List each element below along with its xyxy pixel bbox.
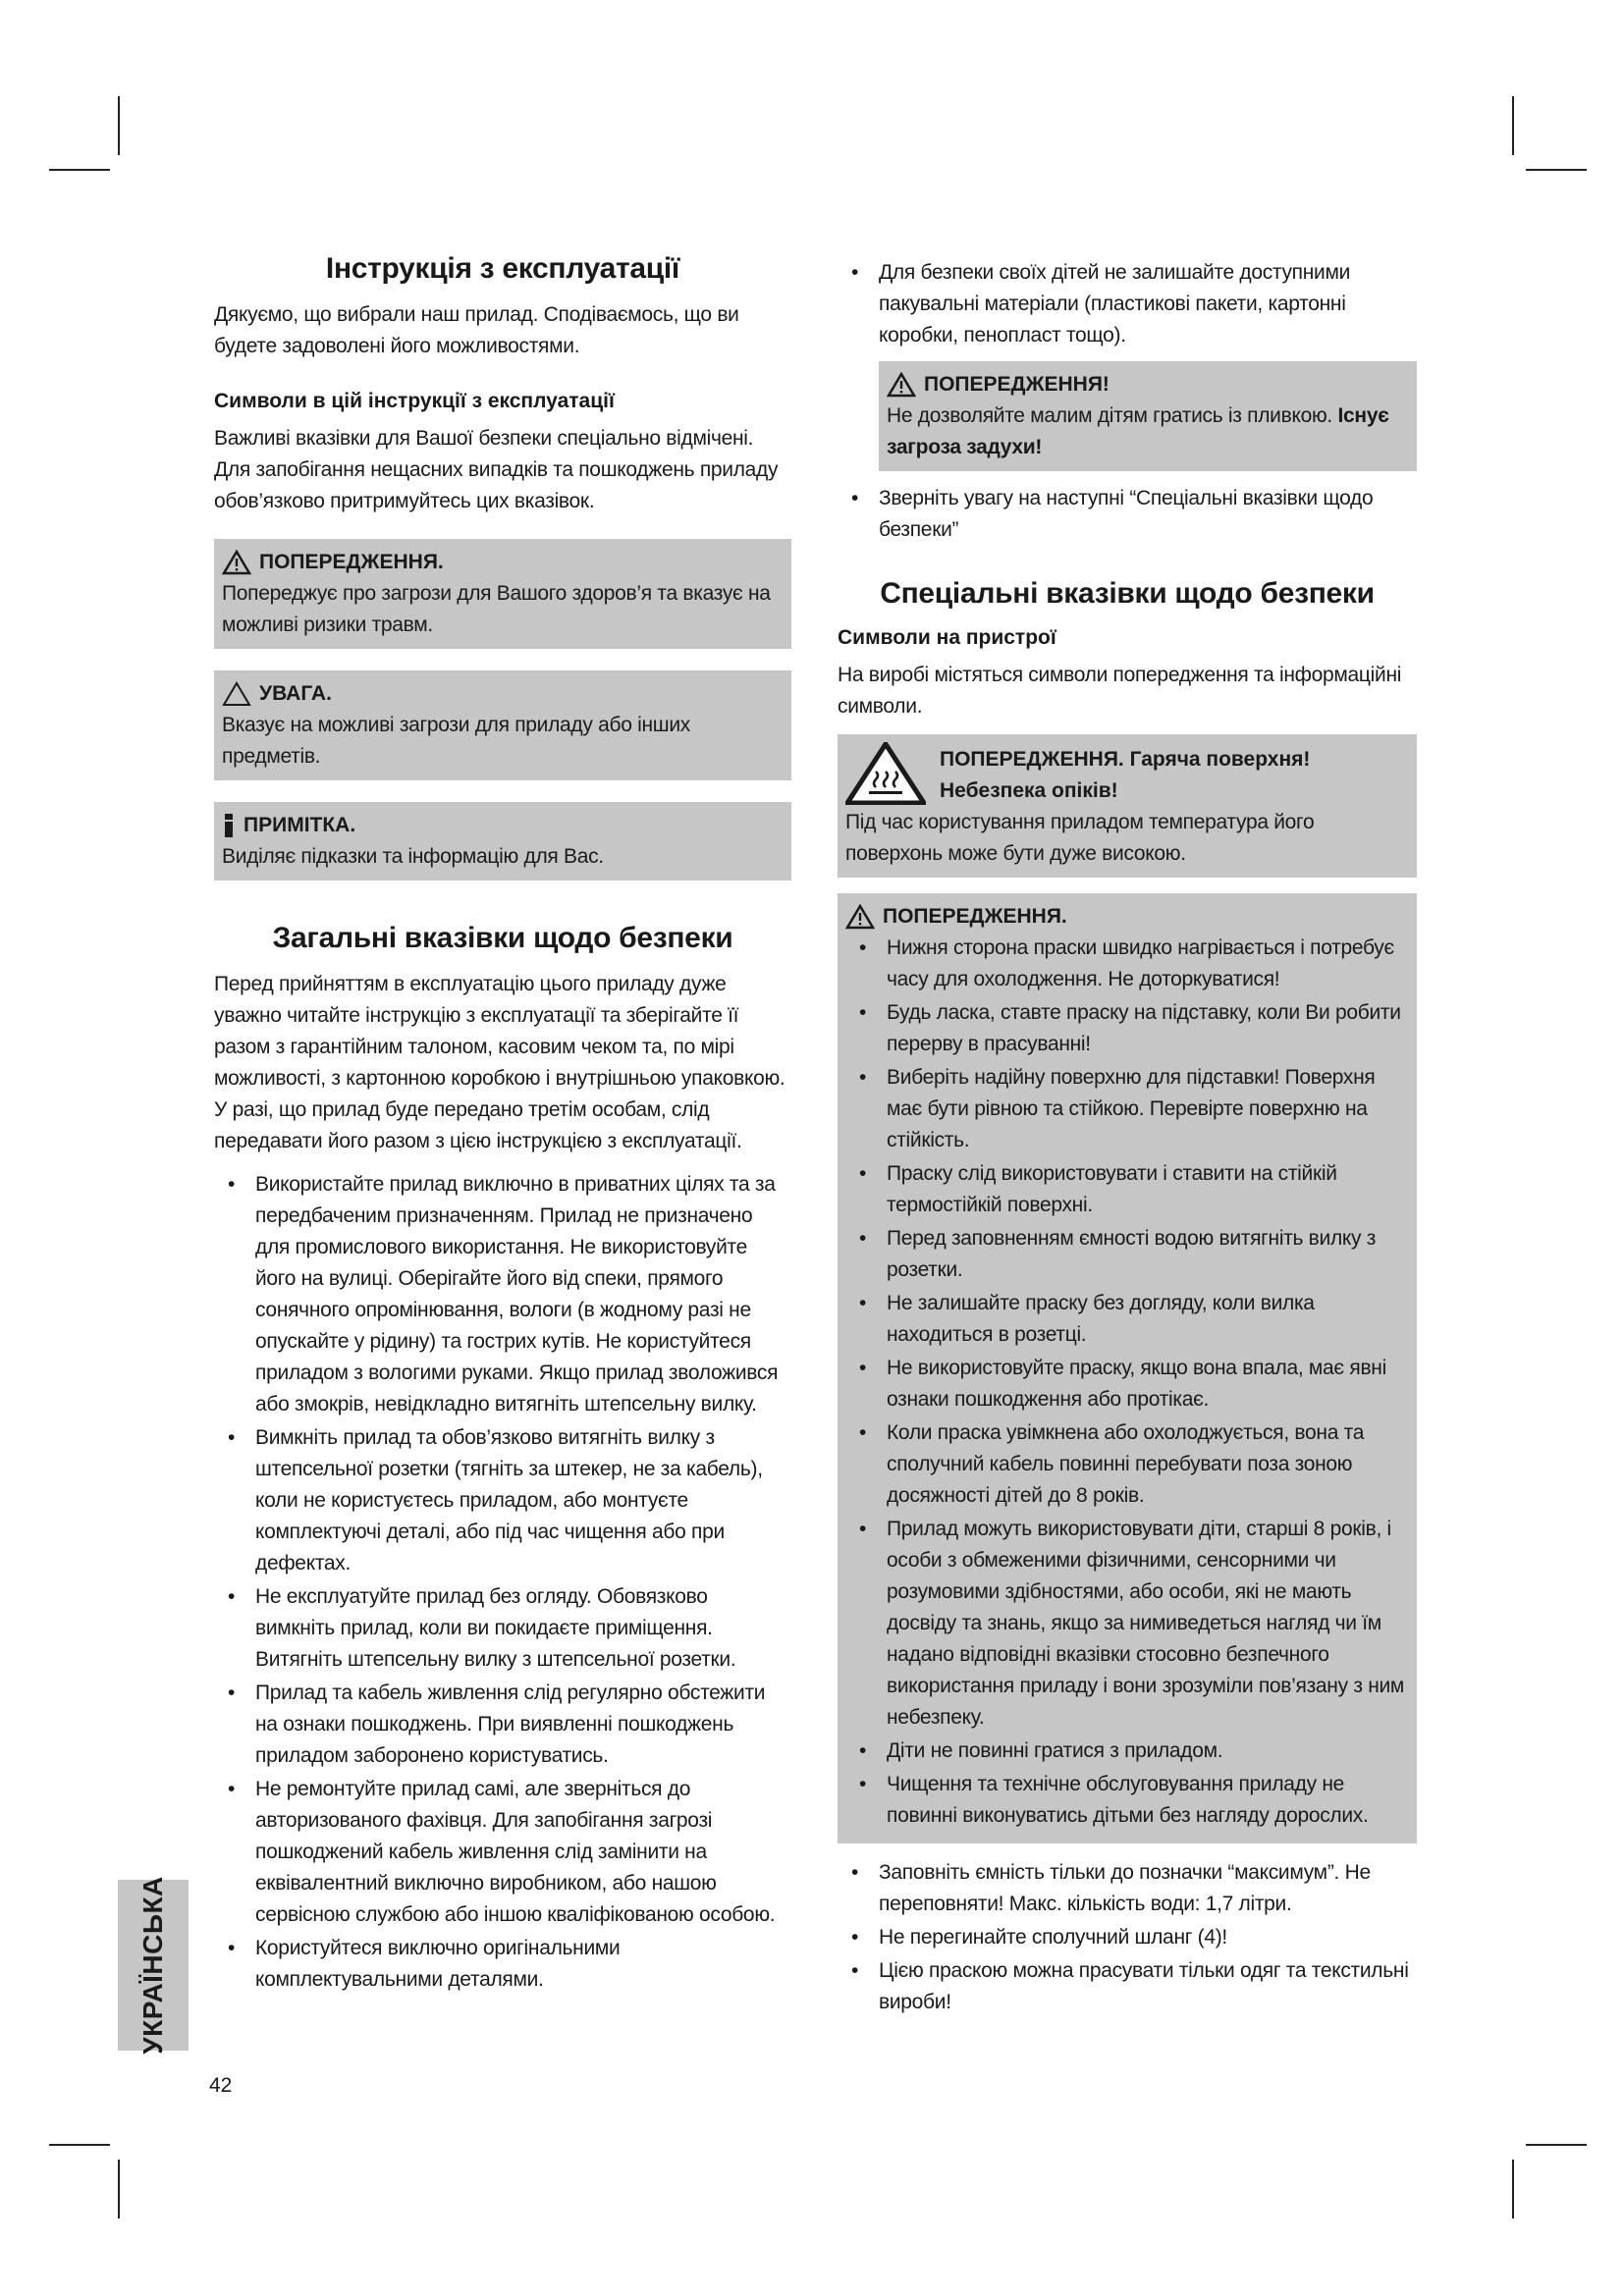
list-item: • Нижня сторона праски швидко нагрівається і потребує часу для охолодження. Не доторкуватися!	[859, 936, 1394, 990]
note-box-text: Виділяє підказки та інформацію для Вас.	[222, 845, 604, 868]
hot-surface-icon	[845, 742, 926, 805]
crop-mark	[118, 96, 120, 155]
page-number: 42	[209, 2074, 233, 2097]
language-side-tab	[118, 1876, 189, 2055]
warning-triangle-icon	[845, 904, 875, 930]
suffocation-warning-box	[879, 361, 1417, 471]
crop-mark	[1512, 96, 1514, 155]
list-item: • Не експлуатуйте прилад без огляду. Обовязково вимкніть прилад, коли ви покидаєте приміщення. Витягніть штепсельну вилку з штепсельної розетки.	[228, 1585, 736, 1671]
language-label: УКРАЇНСЬКА	[137, 1876, 168, 2055]
general-safety-text: Перед прийняттям в експлуатацію цього приладу дуже уважно читайте інструкцію з експлуатації та зберігайте її разом з гарантійним талоном, касовим чеком та, по мірі можливості, з картонною коробкою і внутрішньою упаковкою. У разі, що прилад буде передано третім особам, слід передавати його разом з цією інструкцією з експлуатації.	[214, 973, 785, 1152]
list-item: • Цією праскою можна прасувати тільки одяг та текстильні вироби!	[851, 1959, 1409, 2013]
list-item: • Для безпеки своїх дітей не залишайте доступними пакувальні матеріали (пластикові пакети, картонні коробки, пенопласт тощо).	[851, 261, 1351, 347]
list-item: • Не використовуйте праску, якщо вона впала, має явні ознаки пошкодження або протікає.	[859, 1357, 1386, 1411]
list-item: • Не перегинайте сполучний шланг (4)!	[851, 1926, 1227, 1949]
general-safety-title: Загальні вказівки щодо безпеки	[272, 922, 733, 954]
crop-mark	[118, 2160, 120, 2218]
list-item: • Заповніть ємність тільки до позначки “максимум”. Не переповняти! Макс. кількість води: 1,7 літри.	[851, 1861, 1371, 1915]
note-box-title: ПРИМІТКА.	[244, 814, 356, 836]
note-box	[214, 802, 791, 881]
general-safety-list	[214, 1169, 791, 1996]
warning-box-text: Попереджує про загрози для Вашого здоров’я та вказує на можливі ризики травм.	[222, 582, 771, 636]
list-item: • Зверніть увагу на наступні “Спеціальні вказівки щодо безпеки”	[851, 487, 1374, 541]
crop-mark	[1526, 2144, 1587, 2146]
iron-warning-box	[838, 893, 1417, 1843]
crop-mark	[49, 2144, 110, 2146]
right-column	[838, 257, 1417, 2020]
attention-list	[838, 483, 1417, 546]
list-item: • Вимкніть прилад та обов’язково витягніть вилку з штепсельної розетки (тягніть за штекер, не за кабель), коли не користуєтесь приладом, або монтуєте комплектуючі деталі, або під час чищення або при дефектах.	[228, 1426, 763, 1575]
list-item: • Не ремонтуйте прилад самі, але зверніться до авторизованого фахівця. Для запобігання загрозі пошкоджений кабель живлення слід замінити на еквівалентний виключно виробником, або нашою сервісною службою або іншою кваліфікованою особою.	[228, 1778, 776, 1926]
special-safety-title: Спеціальні вказівки щодо безпеки	[880, 577, 1375, 610]
list-item: • Діти не повинні гратися з приладом.	[859, 1739, 1223, 1762]
suffocation-warning-title: ПОПЕРЕДЖЕННЯ!	[924, 373, 1110, 396]
iron-warning-title: ПОПЕРЕДЖЕННЯ.	[883, 905, 1067, 928]
hot-surface-box	[838, 734, 1417, 878]
suffocation-warning-text: Не дозволяйте малим дітям гратись із пливкою. Існує загроза задухи!	[887, 404, 1389, 458]
symbols-text: Важливі вказівки для Вашої безпеки спеціально відмічені. Для запобігання нещасних випадків та пошкоджень приладу обов’язково притримуйтесь цих вказівок.	[214, 427, 779, 512]
warning-box	[214, 539, 791, 649]
symbols-heading: Символи в цій інструкції з експлуатації	[214, 390, 615, 412]
caution-box-title: УВАГА.	[259, 682, 332, 705]
warning-box-title: ПОПЕРЕДЖЕННЯ.	[259, 551, 444, 573]
hot-surface-subtitle: Небезпека опіків!	[940, 779, 1118, 802]
list-item: • Користуйтеся виключно оригінальними комплектувальними деталями.	[228, 1937, 621, 1991]
list-item: • Прилад та кабель живлення слід регулярно обстежити на ознаки пошкоджень. При виявленні пошкоджень приладом заборонено користуватись.	[228, 1682, 766, 1767]
list-item: • Виберіть надійну поверхню для підставки! Поверхня має бути рівною та стійкою. Перевірте поверхню на стійкість.	[859, 1066, 1376, 1151]
list-item: • Перед заповненням ємності водою витягніть вилку з розетки.	[859, 1227, 1377, 1281]
hot-surface-title: ПОПЕРЕДЖЕННЯ. Гаряча поверхня!	[940, 748, 1311, 771]
crop-mark	[1512, 2160, 1514, 2218]
packaging-list	[838, 257, 1417, 351]
hot-surface-text: Під час користування приладом температура його поверхонь може бути дуже високою.	[845, 811, 1315, 865]
list-item: • Коли праска увімкнена або охолоджується, вона та сполучний кабель повинні перебувати поза зоною досяжності дітей до 8 років.	[859, 1421, 1365, 1507]
caution-box-text: Вказує на можливі загрози для приладу або інших предметів.	[222, 714, 690, 768]
list-item: • Використайте прилад виключно в приватних цілях та за передбаченим призначенням. Прилад не призначено для промислового використання. Не використовуйте його на вулиці. Оберігайте його від спеки, прямого сонячного опромінювання, вологи (в жодному разі не опускайте у рідину) та гострих кутів. Не користуйтеся приладом з вологими руками. Якщо прилад зволожився або змокрів, невідкладно витягніть штепсельну вилку.	[228, 1173, 779, 1415]
intro-text: Дякуємо, що вибрали наш прилад. Сподіваємось, що ви будете задоволені його можливостями.	[214, 303, 739, 357]
list-item: • Чищення та технічне обслуговування приладу не повинні виконуватись дітьми без нагляду дорослих.	[859, 1773, 1369, 1827]
list-item: • Прилад можуть використовувати діти, старші 8 років, і особи з обмеженими фізичними, сенсорними чи розумовими здібностями, або особи, які не мають досвіду та знань, якщо за нимиведеться нагляд чи їм надано відповідні вказівки стосовно безпечного використання приладу і вони зрозуміли пов’язану з ним небезпеку.	[859, 1518, 1405, 1729]
device-symbols-heading: Символи на пристрої	[838, 626, 1056, 649]
left-column	[214, 250, 791, 1998]
caution-triangle-icon	[222, 681, 251, 707]
filling-list	[838, 1857, 1417, 2018]
list-item: • Праску слід використовувати і ставити на стійкій термостійкій поверхні.	[859, 1162, 1337, 1216]
warning-triangle-icon	[887, 372, 916, 398]
crop-mark	[1526, 169, 1587, 171]
crop-mark	[49, 169, 110, 171]
warning-triangle-icon	[222, 550, 251, 575]
list-item: • Не залишайте праску без догляду, коли вилка находиться в розетці.	[859, 1292, 1315, 1346]
iron-warning-list	[845, 933, 1409, 1832]
list-item: • Будь ласка, ставте праску на підставку, коли Ви робити перерву в прасуванні!	[859, 1001, 1401, 1055]
caution-box	[214, 670, 791, 780]
page-title: Інструкція з експлуатації	[325, 252, 680, 285]
info-icon	[222, 814, 236, 837]
device-symbols-text: На виробі містяться символи попередження та інформаційні символи.	[838, 664, 1402, 718]
